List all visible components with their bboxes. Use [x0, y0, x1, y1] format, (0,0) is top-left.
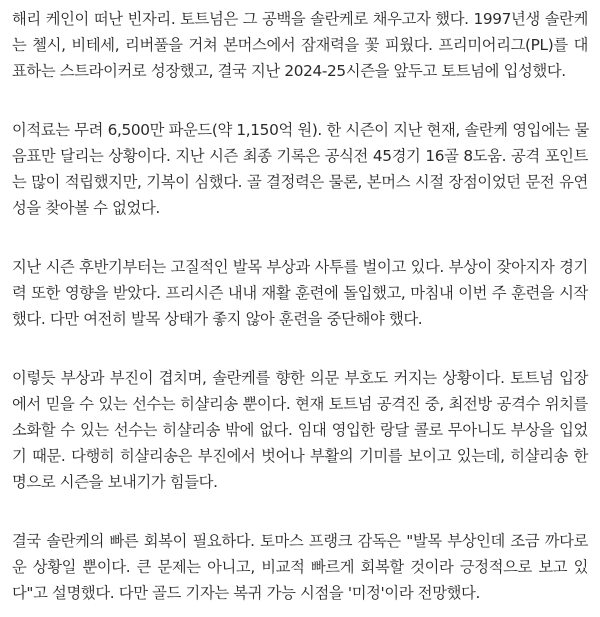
paragraph-line: 이렇듯 부상과 부진이 겹치며, 솔란케를 향한 의문 부호도 커지는 상황이다. 토트넘 입장 [12, 369, 588, 387]
paragraph-line: 는 첼시, 비테세, 리버풀을 거쳐 본머스에서 잠재력을 꽃 피웠다. 프리미어리그(PL)를 대 [12, 36, 588, 54]
paragraph-line: 는 많이 적립했지만, 기복이 심했다. 골 결정력은 물론, 본머스 시절 장점이었던 문전 유연 [12, 173, 588, 191]
paragraph-line: 표하는 스트라이커로 성장했고, 결국 지난 2024-25시즌을 앞두고 토트넘에 입성했다. [12, 62, 566, 80]
paragraph-line: 성을 찾아볼 수 없었다. [12, 199, 160, 217]
paragraph-line: 력 또한 영향을 받았다. 프리시즌 내내 재활 훈련에 돌입했고, 마침내 이번 주 훈련을 시작 [12, 284, 588, 302]
paragraph-line: 운 상황일 뿐이다. 큰 문제는 아니고, 비교적 빠르게 회복할 것이라 긍정적으로 보고 있 [12, 558, 588, 576]
paragraph-line: 소화할 수 있는 선수는 히샬리송 밖에 없다. 임대 영입한 랑달 콜로 무아니도 부상을 입었 [12, 421, 588, 439]
paragraph-4 [12, 365, 588, 495]
paragraph-line: 다"고 설명했다. 다만 골드 기자는 복귀 가능 시점을 '미정'이라 전망했다. [12, 584, 480, 602]
paragraph-line: 결국 솔란케의 빠른 회복이 필요하다. 토마스 프랭크 감독은 "발목 부상인데 조금 까다로 [12, 532, 588, 550]
paragraph-line: 했다. 다만 여전히 발목 상태가 좋지 않아 훈련을 중단해야 했다. [12, 310, 423, 328]
paragraph-line: 해리 케인이 떠난 빈자리. 토트넘은 그 공백을 솔란케로 채우고자 했다. 1997년생 솔란케 [12, 10, 588, 28]
paragraph-1 [12, 6, 588, 84]
paragraph-line: 기 때문. 다행히 히샬리송은 부진에서 벗어나 부활의 기미를 보이고 있는데, 히샬리송 한 [12, 447, 588, 465]
paragraph-line: 이적료는 무려 6,500만 파운드(약 1,150억 원). 한 시즌이 지난 현재, 솔란케 영입에는 물 [12, 121, 589, 139]
paragraph-2 [12, 117, 588, 221]
paragraph-line: 에서 믿을 수 있는 선수는 히샬리송 뿐이다. 현재 토트넘 공격진 중, 최전방 공격수 위치를 [12, 395, 588, 413]
paragraph-5 [12, 528, 588, 606]
paragraph-3 [12, 254, 588, 332]
paragraph-line: 음표만 달리는 상황이다. 지난 시즌 최종 기록은 공식전 45경기 16골 8도움. 공격 포인트 [12, 147, 588, 165]
paragraph-line: 명으로 시즌을 보내기가 힘들다. [12, 473, 218, 491]
paragraph-line: 지난 시즌 후반기부터는 고질적인 발목 부상과 사투를 벌이고 있다. 부상이 잦아지자 경기 [12, 258, 588, 276]
